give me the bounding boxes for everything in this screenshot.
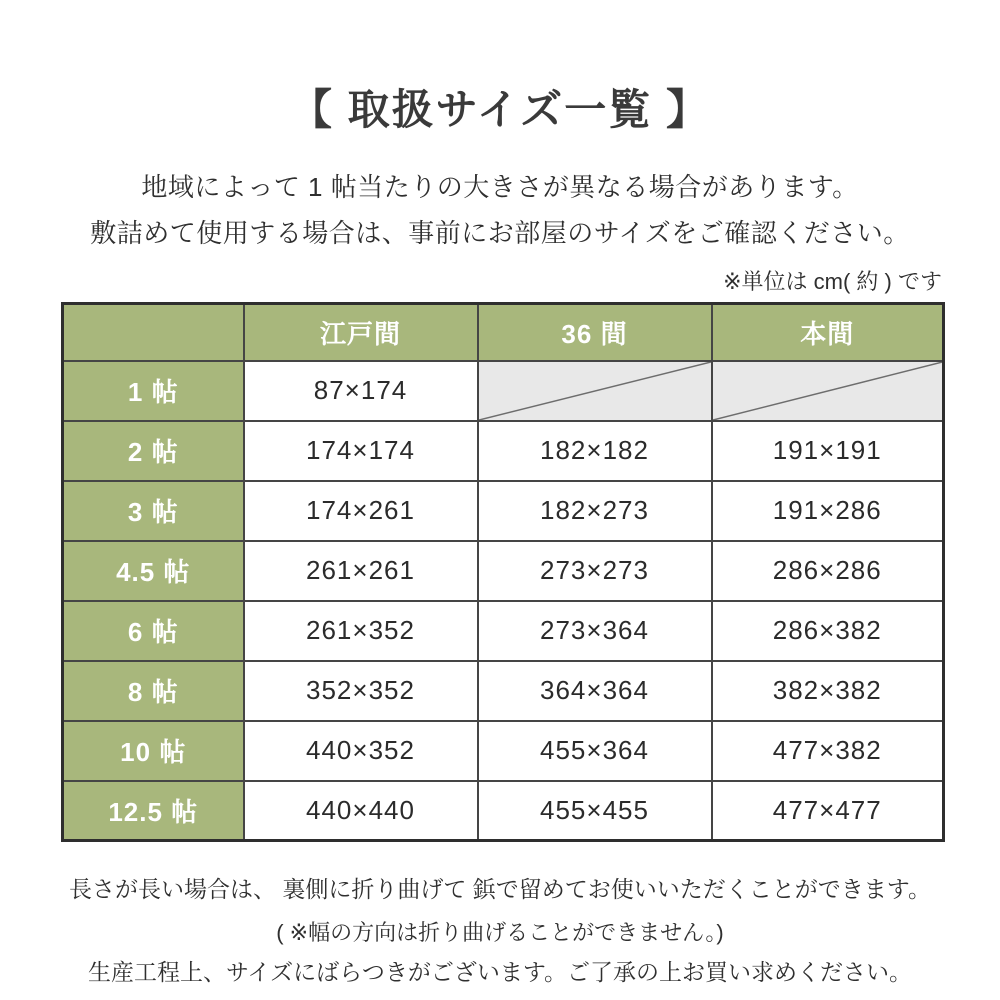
table-row-3jo [63,481,944,541]
table-cell: 87×174 [244,361,478,421]
subtitle [0,164,1000,256]
table-cell: 182×182 [478,421,712,481]
row-label: 12.5 帖 [63,781,244,841]
table-cell: 273×273 [478,541,712,601]
diagonal-slash-icon [713,362,943,420]
unit-note: ※単位は cm( 約 ) です [723,269,942,294]
table-cell: 364×364 [478,661,712,721]
subtitle-line-2: 敷詰めて使用する場合は、事前にお部屋のサイズをご確認ください。 [90,218,910,248]
table-cell: 440×352 [244,721,478,781]
table-cell: 286×286 [712,541,944,601]
row-label: 4.5 帖 [63,541,244,601]
table-cell: 455×455 [478,781,712,841]
row-label: 1 帖 [63,361,244,421]
footer-note-production: 生産工程上、サイズにばらつきがございます。ご了承の上お買い求めください。 [87,959,913,985]
footer-note-width: ( ※幅の方向は折り曲げることができません。) [276,920,724,945]
table-header-36ma: 36 間 [478,304,712,361]
row-label: 6 帖 [63,601,244,661]
table-row-4-5jo [63,541,944,601]
table-row-6jo [63,601,944,661]
table-cell: 174×174 [244,421,478,481]
table-row-12-5jo [63,781,944,841]
row-label: 2 帖 [63,421,244,481]
subtitle-line-1: 地域によって 1 帖当たりの大きさが異なる場合があります。 [141,172,859,202]
table-cell: 191×191 [712,421,944,481]
table-cell: 182×273 [478,481,712,541]
row-label: 10 帖 [63,721,244,781]
table-cell: 191×286 [712,481,944,541]
footer-note-fold: 長さが長い場合は、 裏側に折り曲げて 鋲で留めてお使いいただくことができます。 [69,876,931,902]
table-cell-na [478,361,712,421]
table-cell: 174×261 [244,481,478,541]
table-cell: 477×477 [712,781,944,841]
size-table [61,302,945,842]
table-header-edoma: 江戸間 [244,304,478,361]
table-cell: 352×352 [244,661,478,721]
table-cell: 382×382 [712,661,944,721]
table-row-8jo [63,661,944,721]
table-cell: 273×364 [478,601,712,661]
row-label: 3 帖 [63,481,244,541]
table-cell: 455×364 [478,721,712,781]
table-cell: 261×261 [244,541,478,601]
table-row-1jo [63,361,944,421]
table-header-row [63,304,944,361]
table-cell: 261×352 [244,601,478,661]
table-cell: 286×382 [712,601,944,661]
table-row-10jo [63,721,944,781]
table-cell-na [712,361,944,421]
table-header-corner [63,304,244,361]
table-header-honma: 本間 [712,304,944,361]
table-row-2jo [63,421,944,481]
row-label: 8 帖 [63,661,244,721]
table-cell: 477×382 [712,721,944,781]
table-cell: 440×440 [244,781,478,841]
page-title: 【 取扱サイズ一覧 】 [290,86,710,133]
diagonal-slash-icon [479,362,711,420]
